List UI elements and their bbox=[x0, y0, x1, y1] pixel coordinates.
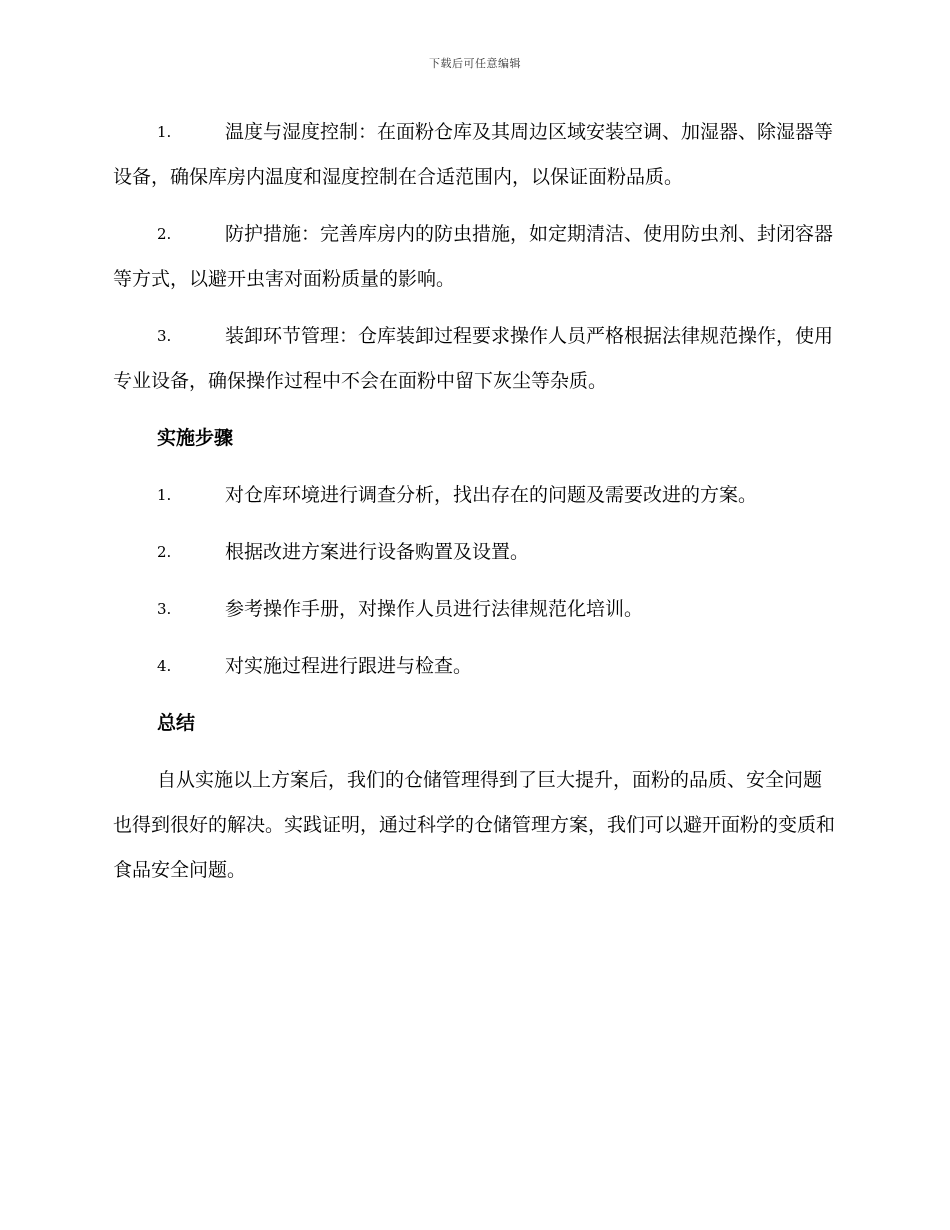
summary-paragraph: 自从实施以上方案后，我们的仓储管理得到了巨大提升，面粉的品质、安全问题也得到很好的解决。实践证明，通过科学的仓储管理方案，我们可以避开面粉的变质和食品安全问题。 bbox=[113, 769, 836, 881]
list-number: 1. bbox=[157, 123, 172, 141]
section-heading-steps: 实施步骤 bbox=[157, 427, 234, 449]
list-number: 3. bbox=[157, 600, 172, 618]
list-number: 3. bbox=[157, 327, 172, 345]
section-heading-summary: 总结 bbox=[157, 712, 196, 734]
document-body bbox=[113, 110, 838, 905]
list-item-text: 对实施过程进行跟进与检查。 bbox=[225, 655, 473, 677]
measure-item bbox=[113, 314, 838, 404]
step-item bbox=[113, 587, 838, 632]
list-item-text: 防护措施：完善库房内的防虫措施，如定期清洁、使用防虫剂、封闭容器等方式，以避开虫害对面粉质量的影响。 bbox=[113, 223, 834, 290]
step-item bbox=[113, 530, 838, 575]
list-number: 4. bbox=[157, 657, 172, 675]
measure-item bbox=[113, 212, 838, 302]
list-number: 2. bbox=[157, 543, 172, 561]
list-item-text: 温度与湿度控制：在面粉仓库及其周边区域安装空调、加湿器、除湿器等设备，确保库房内温度和湿度控制在合适范围内，以保证面粉品质。 bbox=[113, 121, 834, 188]
list-item-text: 参考操作手册，对操作人员进行法律规范化培训。 bbox=[225, 598, 644, 620]
step-item bbox=[113, 644, 838, 689]
list-number: 2. bbox=[157, 225, 172, 243]
step-item bbox=[113, 473, 838, 518]
list-item-text: 对仓库环境进行调查分析，找出存在的问题及需要改进的方案。 bbox=[225, 484, 758, 506]
page-header-note: 下载后可任意编辑 bbox=[429, 57, 521, 70]
list-item-text: 装卸环节管理：仓库装卸过程要求操作人员严格根据法律规范操作，使用专业设备，确保操作过程中不会在面粉中留下灰尘等杂质。 bbox=[113, 325, 834, 392]
list-number: 1. bbox=[157, 486, 172, 504]
measure-item bbox=[113, 110, 838, 200]
list-item-text: 根据改进方案进行设备购置及设置。 bbox=[225, 541, 530, 563]
